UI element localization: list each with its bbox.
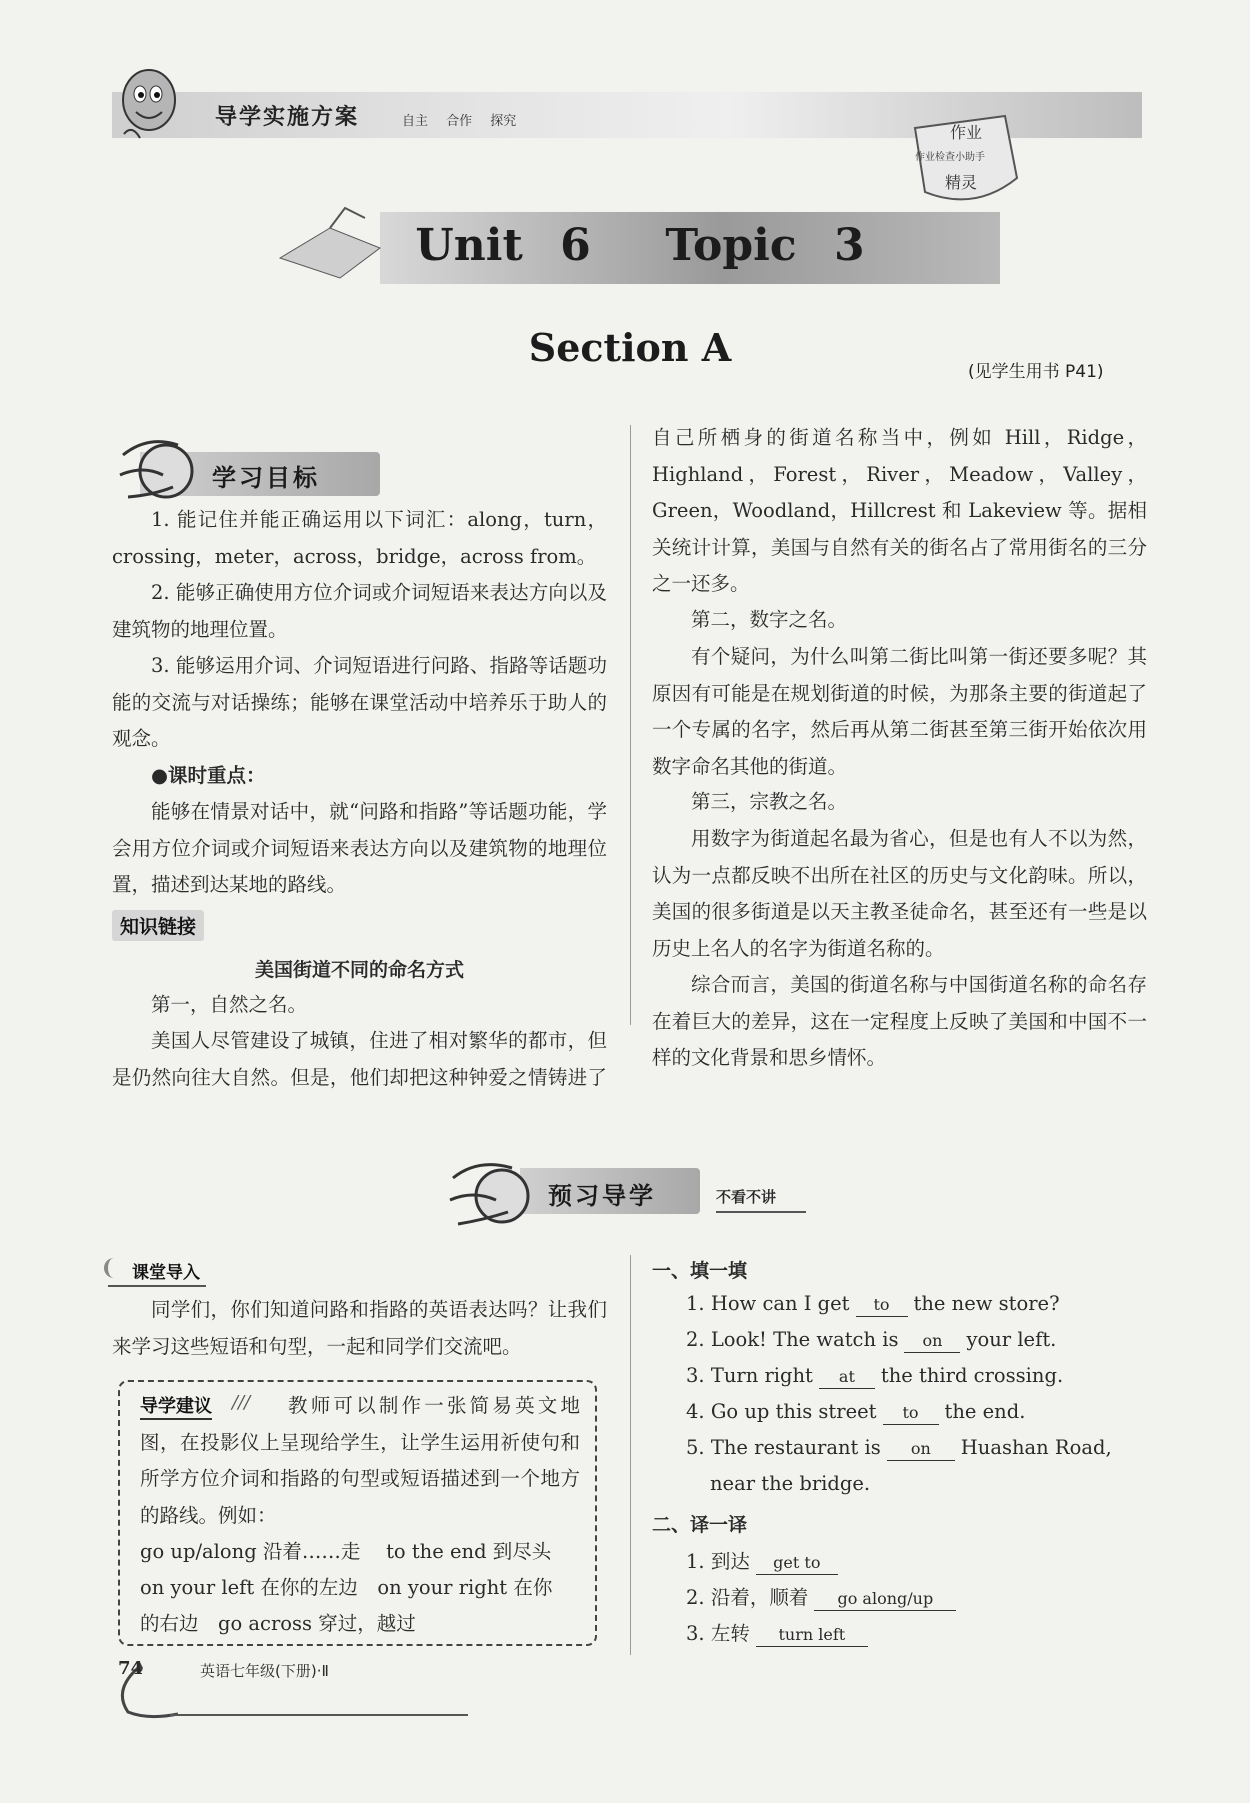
header-tags: 自主 合作 探究	[402, 114, 517, 129]
suggestion-label: 导学建议	[140, 1392, 212, 1420]
mascot-icon	[112, 64, 186, 150]
book-reference: (见学生用书 P41)	[968, 362, 1104, 382]
goal-item-3: 3. 能够运用介词、介词短语进行问路、指路等话题功能的交流与对话操练；能够在课堂活动中培养乐于助人的观念。	[112, 654, 607, 750]
suggestion-line-3: 的右边 go across 穿过，越过	[140, 1612, 416, 1635]
stamp-top-text: 作业	[950, 123, 983, 142]
footer-book-title: 英语七年级(下册)·Ⅱ	[200, 1662, 329, 1680]
decorative-sketch-icon	[270, 198, 390, 288]
translate-answer[interactable]: get to	[756, 1552, 838, 1575]
goals-heading: 学习目标	[212, 464, 320, 492]
fill-answer[interactable]: on	[887, 1438, 955, 1461]
knowledge-p3: 第二，数字之名。	[691, 608, 848, 631]
fill-item-1: 1. How can I get to the new store?	[686, 1292, 1060, 1315]
homework-stamp-icon	[905, 108, 1023, 210]
column-divider-2	[630, 1255, 631, 1655]
fill-item-5: 5. The restaurant is on Huashan Road,	[686, 1436, 1112, 1459]
suggestion-slash-icon: ///	[232, 1392, 251, 1413]
fill-item-5-cont: near the bridge.	[710, 1472, 871, 1495]
fill-item-2: 2. Look! The watch is on your left.	[686, 1328, 1057, 1351]
unit-title: Unit 6 Topic 3	[415, 220, 865, 271]
swirl-icon-2	[448, 1148, 544, 1236]
fill-heading: 一、填一填	[652, 1260, 748, 1282]
fill-answer[interactable]: on	[904, 1330, 960, 1353]
translate-heading: 二、译一译	[652, 1514, 748, 1536]
section-title: Section A	[528, 325, 732, 370]
knowledge-title: 美国街道不同的命名方式	[254, 959, 464, 981]
preview-tag: 不看不讲	[716, 1186, 806, 1213]
footer-rule	[170, 1714, 468, 1716]
knowledge-p5: 第三，宗教之名。	[691, 790, 848, 813]
knowledge-p4: 有个疑问，为什么叫第二街比叫第一街还要多呢？其原因有可能是在规划街道的时候，为那条主要的街道起了一个专属的名字，然后再从第二街甚至第三街开始依次用数字命名其他的街道。	[652, 645, 1147, 778]
translate-item-1: 1. 到达 get to	[686, 1546, 844, 1575]
preview-heading: 预习导学	[548, 1182, 656, 1210]
key-points-text: 能够在情景对话中，就“问路和指路”等话题功能，学会用方位介词或介词短语来表达方向以及建筑物的地理位置，描述到达某地的路线。	[112, 800, 607, 896]
fill-answer[interactable]: to	[856, 1294, 908, 1317]
translate-answer[interactable]: turn left	[756, 1624, 868, 1647]
knowledge-link-label: 知识链接	[112, 910, 204, 941]
stamp-mid-text: 作业检查小助手	[915, 152, 985, 163]
stamp-bottom-text: 精灵	[945, 173, 978, 192]
translate-item-2: 2. 沿着，顺着 go along/up	[686, 1582, 962, 1611]
translate-answer[interactable]: go along/up	[814, 1588, 956, 1611]
translate-item-3: 3. 左转 turn left	[686, 1618, 874, 1647]
goal-item-2: 2. 能够正确使用方位介词或介词短语来表达方向以及建筑物的地理位置。	[112, 581, 607, 641]
class-intro-label: 课堂导入	[108, 1258, 206, 1287]
knowledge-p1: 第一，自然之名。	[151, 993, 308, 1016]
key-points-label: ●课时重点：	[151, 764, 266, 787]
knowledge-p6: 用数字为街道起名最为省心，但是也有人不以为然，认为一点都反映不出所在社区的历史与文化韵味。所以，美国的很多街道是以天主教圣徒命名，甚至还有一些是以历史上名人的名字为街道名称的。	[652, 827, 1147, 960]
fill-item-4: 4. Go up this street to the end.	[686, 1400, 1026, 1423]
swirl-icon	[118, 425, 208, 511]
suggestion-line-1: go up/along 沿着……走 to the end 到尽头	[140, 1540, 552, 1563]
page-number: 74	[118, 1658, 144, 1679]
intro-bracket-icon	[104, 1258, 122, 1278]
goal-item-1: 1. 能记住并能正确运用以下词汇：along，turn，crossing，meter，across，bridge，across from。	[112, 508, 607, 568]
class-intro-text: 同学们，你们知道问路和指路的英语表达吗？让我们来学习这些短语和句型，一起和同学们交流吧。	[112, 1298, 607, 1358]
fill-answer[interactable]: at	[819, 1366, 875, 1389]
knowledge-p2: 美国人尽管建设了城镇，住进了相对繁华的都市，但是仍然向往大自然。但是，他们却把这种钟爱之情铸进了	[112, 1029, 607, 1089]
fill-item-3: 3. Turn right at the third crossing.	[686, 1364, 1064, 1387]
suggestion-text: 教师可以制作一张简易英文地图，在投影仪上呈现给学生，让学生运用祈使句和所学方位介词和指路的句型或短语描述到一个地方的路线。例如：	[140, 1394, 580, 1527]
suggestion-line-2: on your left 在你的左边 on your right 在你	[140, 1576, 553, 1599]
knowledge-p7: 综合而言，美国的街道名称与中国街道名称的命名存在着巨大的差异，这在一定程度上反映了美国和中国不一样的文化背景和思乡情怀。	[652, 973, 1147, 1069]
fill-answer[interactable]: to	[883, 1402, 939, 1425]
knowledge-p2-continued: 自己所栖身的街道名称当中，例如 Hill，Ridge，Highland，Forest，River，Meadow，Valley，Green，Woodland，Hillcrest 和 Lakeview 等。据相关统计计算，美国与自然有关的街名占了常用街名的三分之一还多。	[652, 426, 1147, 595]
column-divider	[630, 425, 631, 1025]
header-title: 导学实施方案	[215, 105, 360, 130]
